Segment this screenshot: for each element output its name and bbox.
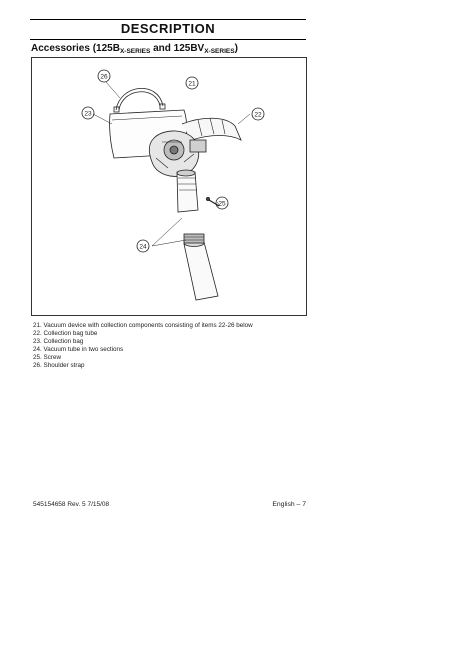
page-number: English – 7 [272, 501, 306, 508]
callout-21: 21 [188, 80, 196, 88]
legend-item: 21. Vacuum device with collection components consisting of items 22-26 below [33, 322, 253, 329]
accessories-heading [31, 43, 238, 54]
heading-suffix: ) [234, 43, 238, 54]
header-bottom-rule [30, 39, 306, 40]
vacuum-kit-drawing [32, 58, 308, 317]
document-revision: 545154658 Rev. 5 7/15/08 [33, 501, 110, 508]
legend-item: 25. Screw [33, 354, 61, 362]
vacuum-tube-lower [184, 242, 218, 300]
accessories-illustration [31, 57, 307, 316]
legend-item: 24. Vacuum tube in two sections [33, 346, 124, 354]
callout-22: 22 [254, 111, 262, 119]
callout-26: 26 [100, 73, 108, 81]
callout-25: 25 [218, 200, 226, 208]
legend-item: 23. Collection bag [33, 338, 84, 346]
heading-prefix: Accessories (125B [31, 43, 120, 54]
heading-subscript-1: X-SERIES [119, 48, 151, 55]
heading-middle: and 125BV [150, 43, 205, 54]
parts-legend [33, 322, 253, 371]
callout-23: 23 [84, 110, 92, 118]
heading-subscript-2: X-SERIES [204, 48, 235, 55]
page-title: DESCRIPTION [120, 21, 216, 36]
callout-24: 24 [139, 243, 147, 251]
legend-item: 26. Shoulder strap [33, 362, 85, 370]
legend-item: 22. Collection bag tube [33, 330, 98, 338]
